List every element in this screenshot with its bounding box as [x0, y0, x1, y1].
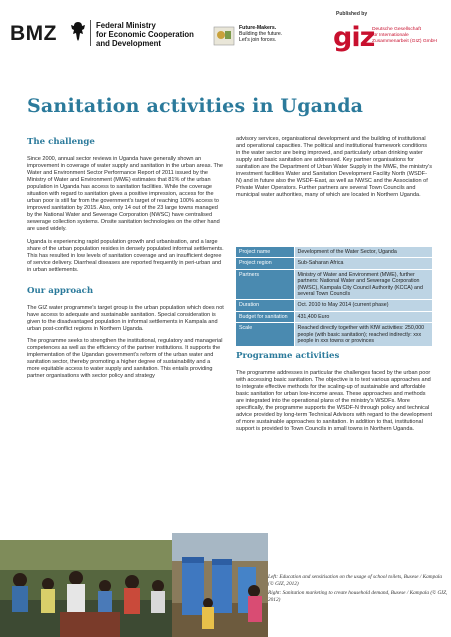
bmz-divider [90, 20, 91, 46]
federal-eagle-icon [70, 20, 86, 42]
left-column [27, 137, 224, 385]
page-title: Sanitation activities in Uganda [27, 95, 364, 117]
giz-logo: giz [333, 22, 375, 53]
challenge-paragraph: Uganda is experiencing rapid population growth and urbanisation, and a large share of the urban population resides in densely populated informal settlements. This has resulted in low levels of sanitation coverage and an insufficient degree of service delivery. Diarrheal diseases are reported frequently in peri-urban and in urban settlements. [27, 238, 224, 273]
approach-paragraph: The GIZ water programme's target group is the urban population which does not have access to adequate and sustainable sanitation. Special consideration is given to the disadvantaged population in informal settlements in Kampala and urban post-conflict regions in Northern Uganda. [27, 304, 224, 332]
table-value: Development of the Water Sector, Uganda [294, 247, 432, 258]
table-key: Scale [236, 323, 294, 347]
continued-paragraph: advisory services, organisational development and the building of institutional and operational capacities. The political and institutional framework conditions in the water sector are being improved, and particularly urban drinking water supply and basic sanitation are addressed. Key partner organisations for sanitation are the Department of Urban Water Supply in the MWE, the ministry's investment facilities Water and Sanitation Development Facility North (WSDF-N) and in future also the WSDF-East, as well as NWSC and the Association of Private Water Operators. Further partners are several Town Councils and municipal water authorities, many of which are located in Northern Uganda. [236, 136, 433, 199]
sanitation-marketing-photo [172, 533, 268, 637]
programme-paragraph: The programme addresses in particular the challenges faced by the urban poor with accessing basic sanitation. The objective is to test various approaches and to integrate effective methods for the scaling-up of sustainable and affordable basic sanitation for urban low-income areas. These approaches and methods are integrated into the operational plans of the ministry's WSDFs. More specifically, the programme supports the WSDF-N through policy and technical advice provided by long-term Technical Advisors with regard to the development of more sustainable approaches to sanitation. In addition to that, institutional support is provided to Town Councils in small towns in Northern Uganda. [236, 370, 432, 433]
table-row [236, 323, 432, 347]
table-row [236, 300, 432, 311]
table-value: 431,400 Euro [294, 311, 432, 322]
table-key: Project region [236, 258, 294, 269]
challenge-heading: The challenge [27, 137, 95, 147]
challenge-paragraph: Since 2000, annual sector reviews in Uganda have generally shown an improvement in coverage of water supply and sanitation in the urban areas. The Water and Environment Sector Performance Report of 2011 issued by the Ministry of Water and Environment (MWE) estimates that 81% of the urban population in Uganda has access to sanitation facilities. While the coverage situation with regard to sanitation gives a positive impression, access for the urban poor is still far from the government's target of reaching 100% access to improved sanitation by 2015. Also, only 14 out of the 23 large towns managed by the National Water and Sewerage Corporation (NWSC) have centralised sewerage collection systems. Onsite sanitation technologies on the other hand are used widely. [27, 156, 224, 233]
table-value: Reached directly together with KfW activities: 250,000 people (with basic sanitation); reached indirectly: xxx people in xxx towns or provinces [294, 323, 432, 347]
table-row [236, 258, 432, 269]
photo-captions [268, 574, 448, 606]
table-row [236, 311, 432, 322]
future-makers-logo-icon [213, 26, 235, 46]
table-key: Duration [236, 300, 294, 311]
table-key: Partners [236, 269, 294, 300]
caption-left: Left: Education and sensitisation on the usage of school toilets, Busese / Kampala (© GIZ, 2012) [268, 574, 443, 587]
table-key: Budget for sanitation [236, 311, 294, 322]
document-header [0, 0, 451, 66]
bmz-logo: BMZ [10, 22, 57, 45]
published-by-label: Published by [336, 11, 368, 17]
outdoor-photo-illustration [172, 533, 268, 637]
classroom-photo-illustration [0, 540, 173, 637]
programme-section [236, 351, 432, 438]
future-makers-text: Future-Makers. Building the future. Let's join forces. [239, 25, 283, 44]
project-facts-table [236, 247, 432, 347]
table-key: Project name [236, 247, 294, 258]
right-column-intro [236, 136, 432, 204]
caption-right: Right: Sanitation marketing to create household demand, Busese / Kampala (© GIZ, 2012) [268, 590, 448, 603]
table-value: Oct. 2010 to May 2014 (current phase) [294, 300, 432, 311]
approach-paragraph: The programme seeks to strengthen the institutional, regulatory and managerial competences as well as the efficiency of the partner institutions. It supports the implementation of the Ugandan government's reform of the urban water and sanitation sector, thereby promoting a higher degree of sustainability and a more equitable access to water supply and sanitation. This entails providing partner organisations with sector policy and strategy [27, 337, 223, 380]
programme-heading: Programme activities [236, 351, 340, 361]
approach-heading: Our approach [27, 285, 94, 296]
table-value: Sub-Saharan Africa [294, 258, 432, 269]
giz-full-name: Deutsche Gesellschaft für Internationale Zusammenarbeit (GIZ) GmbH [372, 27, 437, 44]
table-row [236, 247, 432, 258]
school-toilets-photo [0, 540, 173, 637]
ministry-name: Federal Ministry for Economic Cooperation and Development [96, 21, 194, 48]
table-row [236, 269, 432, 300]
table-value: Ministry of Water and Environment (MWE), further partners: National Water and Sewerage Corporation (NWSC), Kampala City Council Authority (KCCA) and several Town Councils [294, 269, 432, 300]
